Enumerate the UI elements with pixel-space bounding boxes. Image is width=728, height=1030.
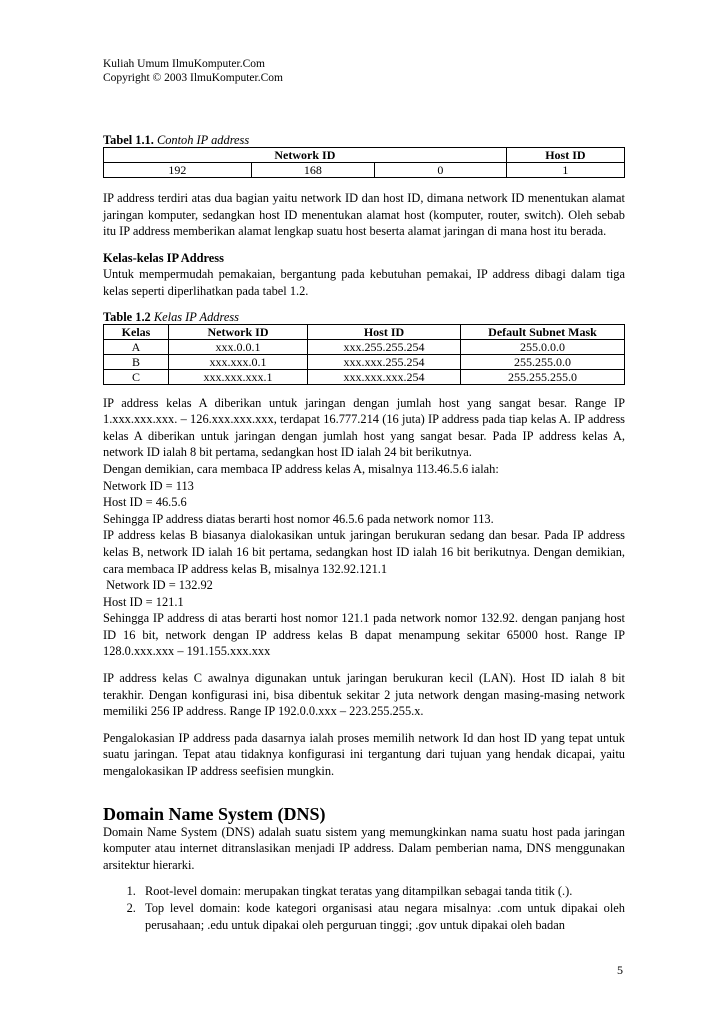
table-ip-example — [103, 147, 625, 178]
class-a-conclusion: Sehingga IP address diatas berarti host nomor 46.5.6 pada network nomor 113. — [103, 511, 494, 526]
table-cell: 192 — [104, 163, 252, 178]
table-cell: xxx.xxx.255.254 — [308, 354, 461, 369]
table-header-host-id: Host ID — [506, 148, 624, 163]
table-cell: 0 — [374, 163, 506, 178]
table-cell: 168 — [251, 163, 374, 178]
table-row — [104, 354, 625, 369]
table-ip-classes — [103, 324, 625, 385]
header-copyright: Copyright © 2003 IlmuKomputer.Com — [103, 71, 283, 84]
table-cell: xxx.xxx.xxx.254 — [308, 369, 461, 384]
paragraph-class-c: IP address kelas C awalnya digunakan untuk jaringan berukuran kecil (LAN). Host ID ialah 8 bit terakhir. Dengan konfigurasi ini, bisa dibentuk sekitar 2 juta network dengan masing-masing network memiliki 256 IP address. Range IP 192.0.0.xxx – 223.255.255.x. — [103, 671, 625, 719]
table-header-row — [104, 324, 625, 339]
table-cell: xxx.0.0.1 — [169, 339, 308, 354]
class-a-host-id: Host ID = 46.5.6 — [103, 495, 187, 510]
table-cell: 255.0.0.0 — [461, 339, 625, 354]
table-header-row — [104, 148, 625, 163]
table-header-host-id: Host ID — [308, 324, 461, 339]
paragraph-class-a-example: Dengan demikian, cara membaca IP address kelas A, misalnya 113.46.5.6 ialah: — [103, 461, 499, 476]
table-cell: 1 — [506, 163, 624, 178]
list-item: 1. Root-level domain: merupakan tingkat teratas yang ditampilkan sebagai tanda titik (.). — [139, 883, 625, 900]
table2-caption-title: Kelas IP Address — [153, 309, 239, 324]
table-row — [104, 369, 625, 384]
table-cell: 255.255.0.0 — [461, 354, 625, 369]
dns-hierarchy-list — [103, 883, 625, 933]
table-header-network-id: Network ID — [169, 324, 308, 339]
table-cell: xxx.xxx.0.1 — [169, 354, 308, 369]
running-header — [103, 58, 625, 85]
table1-caption — [103, 133, 625, 147]
paragraph-allocation: Pengalokasian IP address pada dasarnya ialah proses memilih network Id dan host ID yang tepat untuk suatu jaringan. Tepat atau tidaknya konfigurasi ini tergantung dari tujuan yang hendak dicapai, yaitu mengalokasikan IP address seefisien mungkin. — [103, 730, 625, 779]
table2-caption — [103, 310, 625, 324]
table-cell: xxx.xxx.xxx.1 — [169, 369, 308, 384]
table-row — [104, 339, 625, 354]
table1-caption-label: Tabel 1.1. — [103, 133, 154, 147]
table-row — [104, 163, 625, 178]
class-b-host-id: Host ID = 121.1 — [103, 594, 184, 609]
table-cell: C — [104, 369, 169, 384]
table1-caption-title: Contoh IP address — [156, 133, 250, 147]
class-b-network-id: Network ID = 132.92 — [103, 578, 213, 593]
table-cell: A — [104, 339, 169, 354]
class-a-network-id: Network ID = 113 — [103, 478, 194, 493]
table-cell: xxx.255.255.254 — [308, 339, 461, 354]
paragraph-dns-intro: Domain Name System (DNS) adalah suatu sistem yang memungkinkan nama suatu host pada jaringan komputer atau internet ditranslasikan menjadi IP address. Dalam pemberian nama, DNS menggunakan arsitektur hierarki. — [103, 824, 625, 872]
section-heading-dns: Domain Name System (DNS) — [103, 803, 326, 824]
paragraph-class-b: IP address kelas B biasanya dialokasikan untuk jaringan berukuran sedang dan besar. Pada IP address kelas B, network ID ialah 16 bit pertama, sedangkan host ID ialah 16 bit berikutnya. Dengan demikian, cara membaca IP address kelas B, misalnya 132.92.121.1 — [103, 528, 625, 576]
document-page — [103, 58, 625, 933]
table-cell: 255.255.255.0 — [461, 369, 625, 384]
table-header-network-id: Network ID — [104, 148, 507, 163]
list-item: 2. Top level domain: kode kategori organisasi atau negara misalnya: .com untuk dipakai oleh perusahaan; .edu untuk dipakai oleh perguruan tinggi; .gov untuk dipakai oleh badan — [139, 900, 625, 933]
table-cell: B — [104, 354, 169, 369]
paragraph-class-a: IP address kelas A diberikan untuk jaringan dengan jumlah host yang sangat besar. Range IP 1.xxx.xxx.xxx. – 126.xxx.xxx.xxx, terdapat 16.777.214 (16 juta) IP address pada tiap kelas A. IP address kelas A diberikan untuk jaringan dengan jumlah host yang sangat besar. Pada IP address kelas A, network ID ialah 8 bit pertama, sedangkan host ID ialah 24 bit berikutnya. — [103, 395, 625, 460]
class-b-conclusion: Sehingga IP address di atas berarti host nomor 121.1 pada network nomor 132.92. dengan panjang host ID 16 bit, network dengan IP address kelas B dapat menampung sekitar 65000 host. Range IP 128.0.xxx.xxx – 191.155.xxx.xxx — [103, 611, 625, 659]
page-number: 5 — [617, 963, 623, 977]
section-heading-ip-classes: Kelas-kelas IP Address — [103, 250, 224, 265]
table-header-subnet-mask: Default Subnet Mask — [461, 324, 625, 339]
table2-caption-label: Table 1.2 — [103, 309, 151, 324]
paragraph-ip-structure: IP address terdiri atas dua bagian yaitu network ID dan host ID, dimana network ID menentukan alamat jaringan komputer, sedangkan host ID menentukan alamat host (komputer, router, switch). Oleh sebab itu IP address memberikan alamat lengkap suatu host beserta alamat jaringan di mana host itu berada. — [103, 191, 625, 239]
table-header-kelas: Kelas — [104, 324, 169, 339]
header-title: Kuliah Umum IlmuKomputer.Com — [103, 58, 265, 70]
paragraph-ip-classes: Untuk mempermudah pemakaian, bergantung pada kebutuhan pemakai, IP address dibagi dalam tiga kelas seperti diperlihatkan pada tabel 1.2. — [103, 267, 625, 298]
